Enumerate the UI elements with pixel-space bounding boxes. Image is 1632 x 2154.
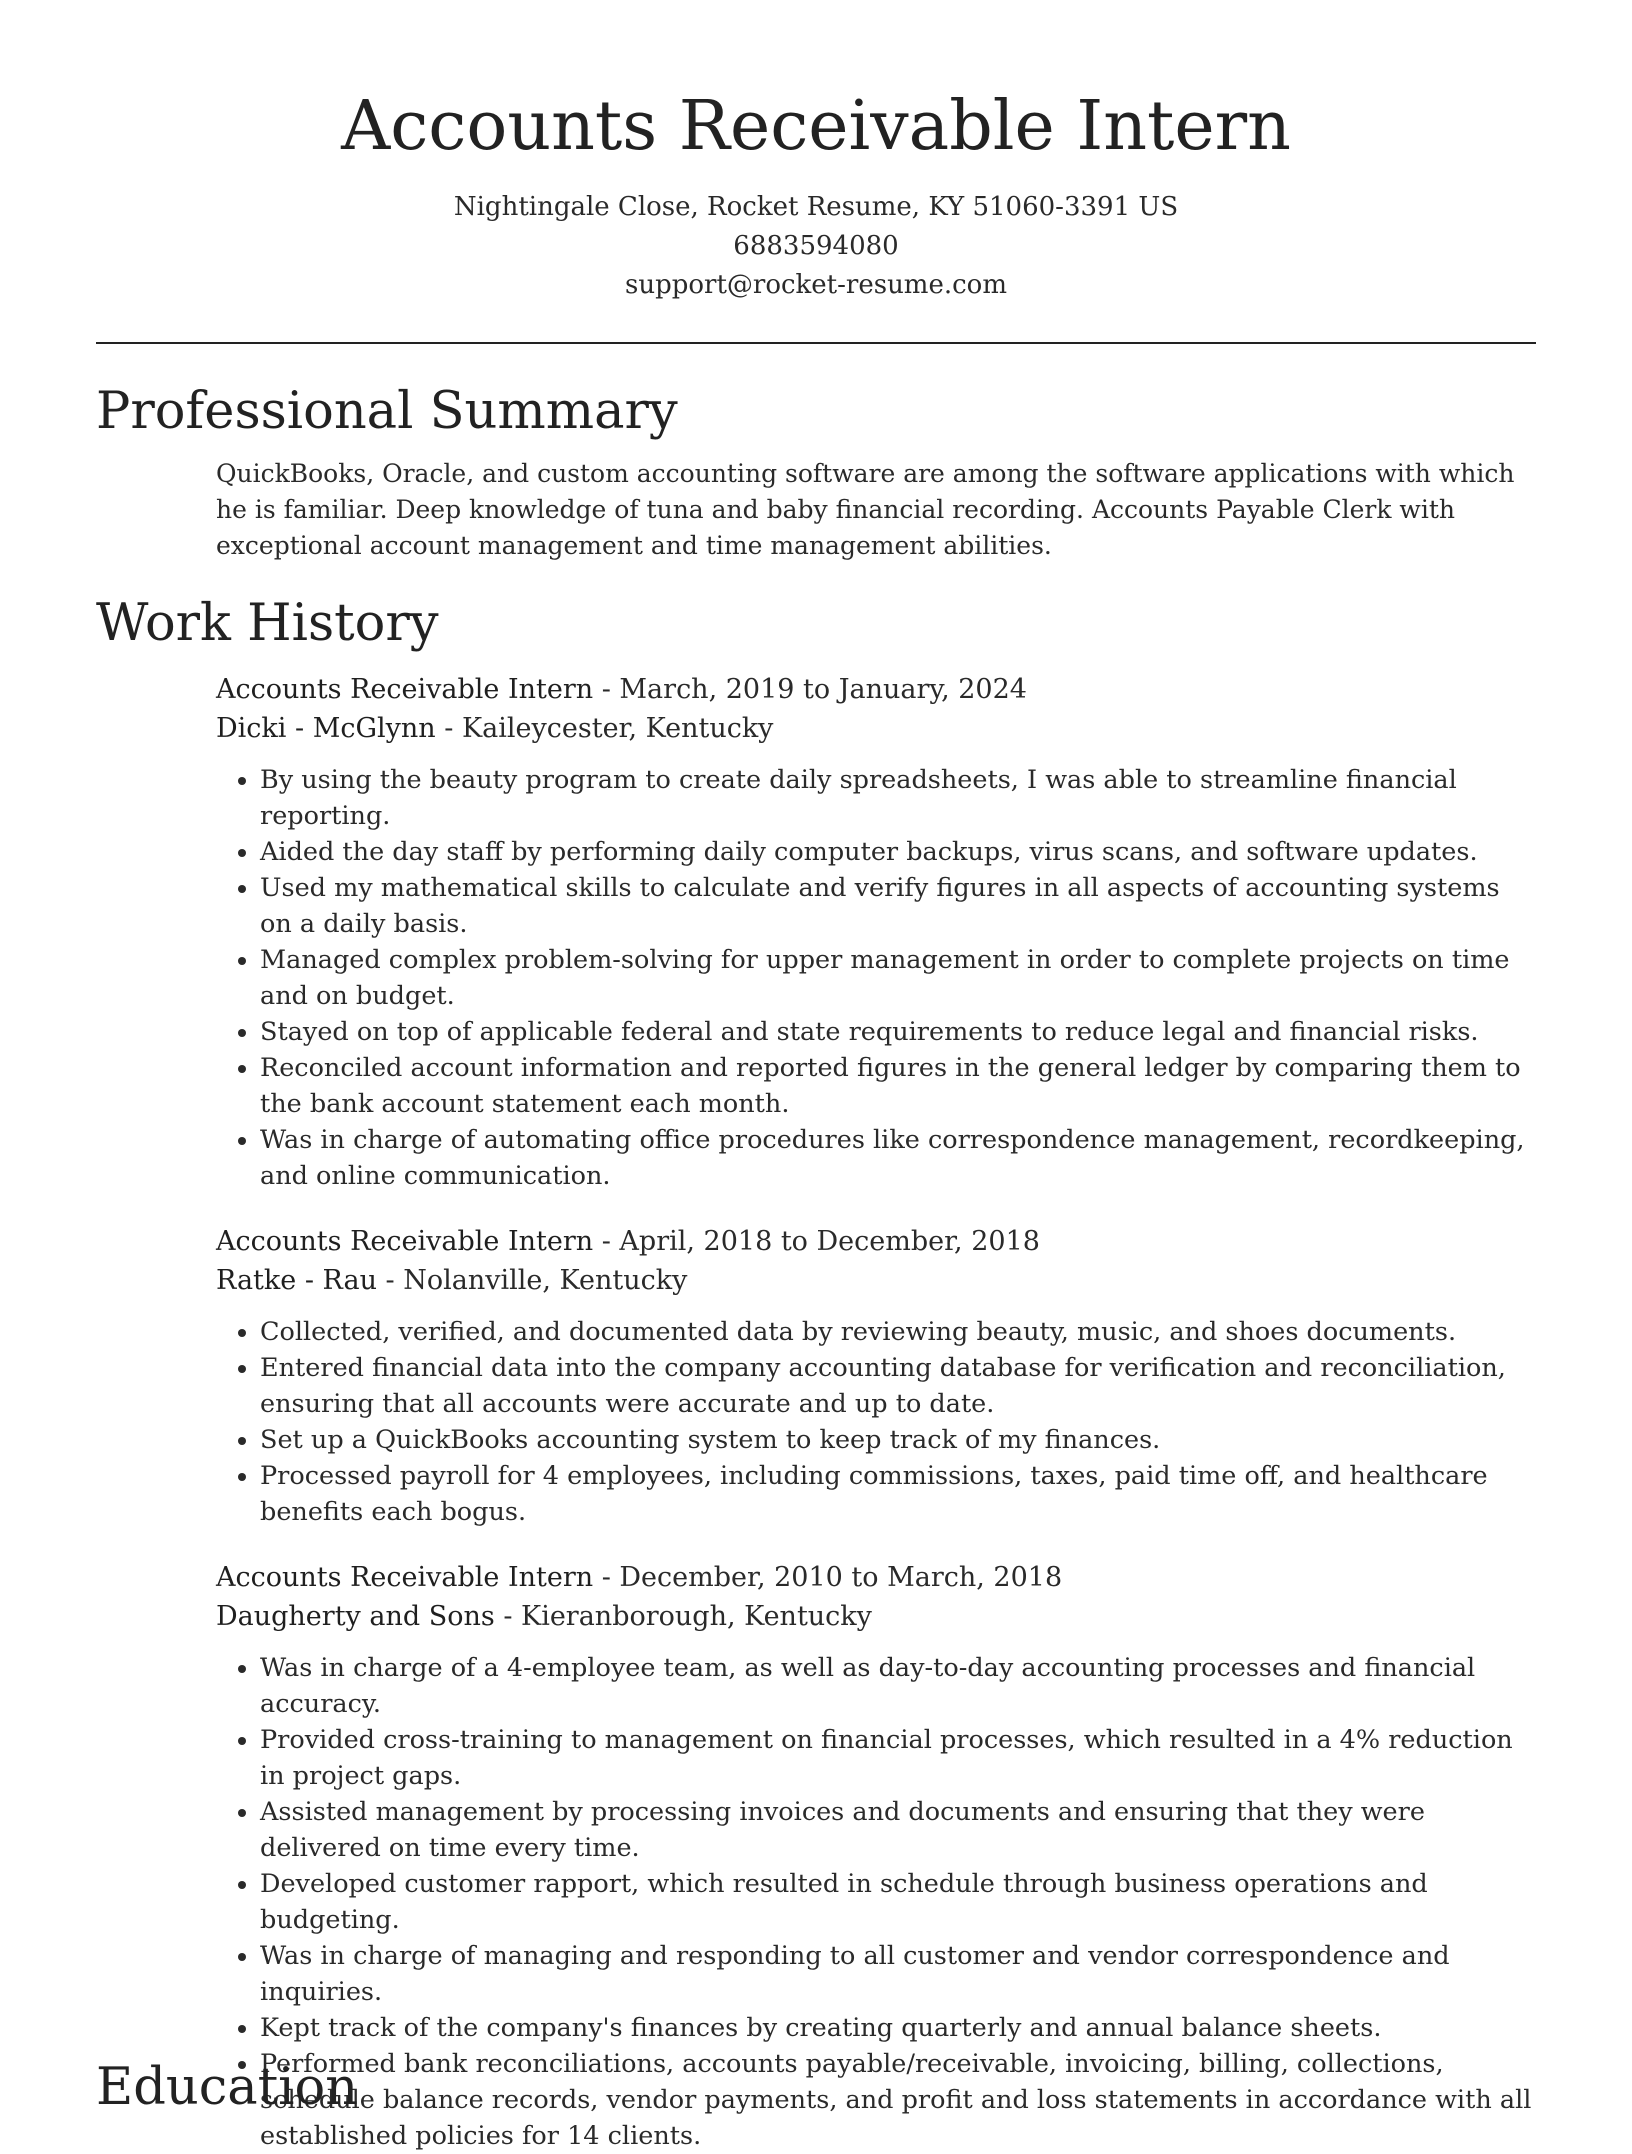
- work-history-heading: Work History: [96, 594, 439, 653]
- bullet-item: • Was in charge of managing and responding to all customer and vendor correspondence and inquiries.: [260, 1938, 1536, 2010]
- job-location: - Kieranborough, Kentucky: [494, 1601, 872, 1632]
- company-name: Daugherty and Sons: [216, 1601, 495, 1632]
- summary-body: [216, 456, 1536, 564]
- summary-text: QuickBooks, Oracle, and custom accounting software are among the software applications with which he is familiar. Deep knowledge of tuna and baby financial recording. Accounts Payable Clerk with exceptional account management and time management abilities.: [216, 459, 1515, 560]
- bullet-item: • Processed payroll for 4 employees, including commissions, taxes, paid time off, and healthcare benefits each bogus.: [260, 1458, 1536, 1530]
- summary-heading: Professional Summary: [96, 382, 678, 441]
- job-employer: [216, 1261, 1536, 1300]
- job-title: Accounts Receivable Intern: [216, 674, 594, 705]
- summary-section: [96, 380, 1536, 564]
- header-divider: [96, 342, 1536, 344]
- bullet-item: • Provided cross-training to management on financial processes, which resulted in a 4% reduction in project gaps.: [260, 1722, 1536, 1794]
- bullet-item: • Stayed on top of applicable federal and state requirements to reduce legal and financial risks.: [260, 1014, 1536, 1050]
- job-header: [216, 1558, 1536, 1597]
- bullet-item: • Assisted management by processing invoices and documents and ensuring that they were delivered on time every time.: [260, 1794, 1536, 1866]
- contact-info: [0, 188, 1632, 305]
- work-history-section: [96, 592, 1536, 2154]
- bullet-item: • Managed complex problem-solving for upper management in order to complete projects on time and on budget.: [260, 942, 1536, 1014]
- education-heading: Education: [96, 2058, 359, 2117]
- job-bullets: [216, 1314, 1536, 1530]
- job-location: - Nolanville, Kentucky: [376, 1265, 688, 1296]
- job-header: [216, 1222, 1536, 1261]
- bullet-item: • Collected, verified, and documented data by reviewing beauty, music, and shoes documents.: [260, 1314, 1536, 1350]
- job-entry: [216, 1222, 1536, 1530]
- job-location: - Kaileycester, Kentucky: [435, 713, 774, 744]
- job-employer: [216, 1597, 1536, 1636]
- bullet-item: • Aided the day staff by performing daily computer backups, virus scans, and software updates.: [260, 834, 1536, 870]
- bullet-item: • Kept track of the company's finances by creating quarterly and annual balance sheets.: [260, 2010, 1536, 2046]
- job-title: Accounts Receivable Intern: [216, 1562, 594, 1593]
- bullet-item: • By using the beauty program to create daily spreadsheets, I was able to streamline financial reporting.: [260, 762, 1536, 834]
- bullet-item: • Was in charge of automating office procedures like correspondence management, recordkeeping, and online communication.: [260, 1122, 1536, 1194]
- bullet-item: • Set up a QuickBooks accounting system to keep track of my finances.: [260, 1422, 1536, 1458]
- phone-number: 6883594080: [733, 231, 899, 261]
- resume-header: [0, 0, 1632, 305]
- bullet-item: • Was in charge of a 4-employee team, as well as day-to-day accounting processes and financial accuracy.: [260, 1650, 1536, 1722]
- education-section: [96, 2056, 1536, 2120]
- job-bullets: [216, 762, 1536, 1194]
- bullet-item: • Reconciled account information and reported figures in the general ledger by comparing them to the bank account statement each month.: [260, 1050, 1536, 1122]
- bullet-item: • Used my mathematical skills to calculate and verify figures in all aspects of accounting systems on a daily basis.: [260, 870, 1536, 942]
- work-history-body: [216, 670, 1536, 2154]
- email-address: support@rocket-resume.com: [624, 270, 1007, 300]
- bullet-item: • Performed bank reconciliations, accounts payable/receivable, invoicing, billing, collections, schedule balance records, vendor payments, and profit and loss statements in accordance with all established policies for 14 clients.: [260, 2046, 1536, 2154]
- job-dates: - December, 2010 to March, 2018: [593, 1562, 1063, 1593]
- candidate-name: Accounts Receivable Intern: [341, 87, 1291, 166]
- company-name: Ratke - Rau: [216, 1265, 377, 1296]
- job-dates: - April, 2018 to December, 2018: [593, 1226, 1040, 1257]
- company-name: Dicki - McGlynn: [216, 713, 436, 744]
- bullet-item: • Entered financial data into the company accounting database for verification and reconciliation, ensuring that all accounts were accurate and up to date.: [260, 1350, 1536, 1422]
- job-title: Accounts Receivable Intern: [216, 1226, 594, 1257]
- bullet-item: • Developed customer rapport, which resulted in schedule through business operations and budgeting.: [260, 1866, 1536, 1938]
- job-entry: [216, 670, 1536, 1194]
- job-header: [216, 670, 1536, 709]
- address: Nightingale Close, Rocket Resume, KY 51060-3391 US: [453, 192, 1179, 222]
- job-employer: [216, 709, 1536, 748]
- job-dates: - March, 2019 to January, 2024: [593, 674, 1027, 705]
